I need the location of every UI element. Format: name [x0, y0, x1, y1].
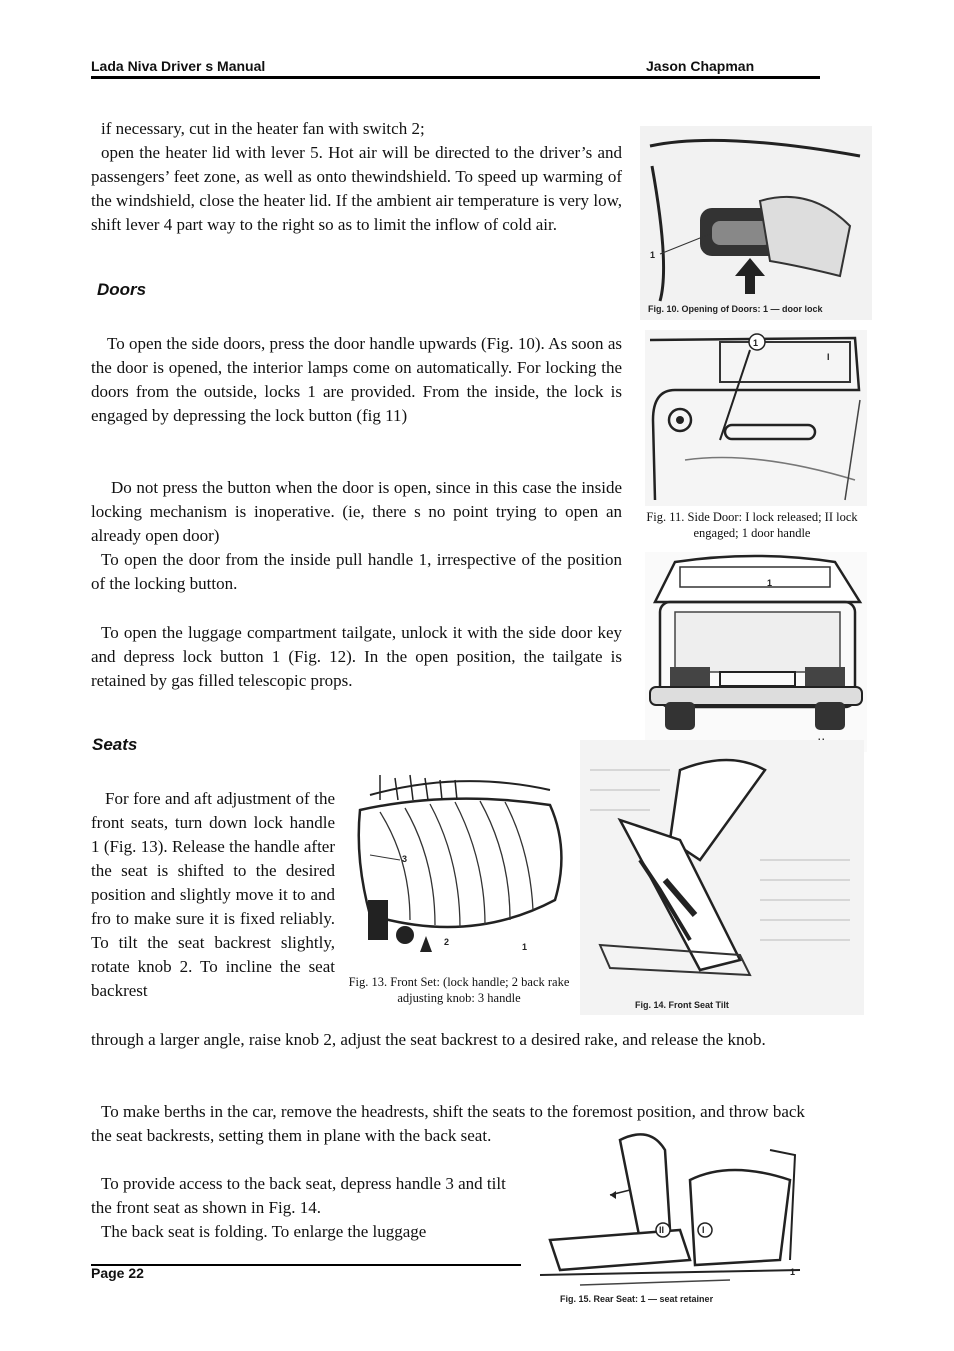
paragraph-open-doors: To open the side doors, press the door handle upwards (Fig. 10). As soon as the door is opened, the interior lamps come on automatically. For locking the doors from the outside, locks 1 are provided. From the inside, the lock is engaged by depressing the lock button (fig 11): [91, 334, 622, 425]
fig14-front-seat-tilt-illustration: [580, 740, 864, 1015]
svg-text:1: 1: [753, 338, 759, 348]
paragraph-fore-aft: For fore and aft adjustment of the front seats, turn down lock handle 1 (Fig. 13). Release the handle after the seat is shifted to the desired position and slightly move it to and fro to make sure it is fixed reliably. To tilt the seat backrest slightly, rotate knob 2. To incline the seat backrest: [91, 789, 335, 1000]
footer-rule: [91, 1264, 521, 1266]
heading-doors: Doors: [97, 280, 147, 299]
paragraph-heater-lid: open the heater lid with lever 5. Hot air will be directed to the driver’s and passengers’ feet zone, as well as onto thewindshield. To speed up warming of the windshield, close the heater lid. If the ambient air temperature is very low, shift lever 4 part way to the right so as to limit the inflow of cold air.: [91, 143, 622, 234]
fig12-tailgate-illustration: [645, 552, 867, 752]
page-number: Page 22: [91, 1265, 144, 1281]
fig11-caption: Fig. 11. Side Door: I lock released; II lock engaged; 1 door handle: [646, 510, 858, 540]
svg-text:1: 1: [790, 1267, 796, 1277]
fig10-label: Fig. 10. Opening of Doors: 1 — door lock: [648, 304, 823, 314]
fig15-label: Fig. 15. Rear Seat: 1 — seat retainer: [560, 1294, 714, 1304]
paragraph-back-seat-folding: The back seat is folding. To enlarge the luggage: [101, 1222, 427, 1241]
fig13-caption: Fig. 13. Front Set: (lock handle; 2 back rake adjusting knob: 3 handle: [348, 975, 570, 1005]
heading-seats: Seats: [92, 735, 138, 754]
fig13-front-seat-illustration: [350, 770, 572, 970]
paragraph-button-warning: Do not press the button when the door is open, since in this case the inside locking mechanism is inoperative. (ie, there s no point trying to open an already open door): [91, 478, 622, 545]
svg-text:1: 1: [522, 942, 528, 952]
fig14-label: Fig. 14. Front Seat Tilt: [635, 1000, 729, 1010]
paragraph-tailgate: To open the luggage compartment tailgate, unlock it with the side door key and depress lock button 1 (Fig. 12). In the open position, the tailgate is retained by gas filled telescopic props.: [91, 623, 622, 690]
svg-text:II: II: [659, 1225, 665, 1235]
paragraph-inside-handle: To open the door from the inside pull handle 1, irrespective of the position of the locking button.: [91, 550, 622, 593]
header-title: Lada Niva Driver s Manual: [91, 58, 266, 74]
paragraph-berths: To make berths in the car, remove the headrests, shift the seats to the foremost position, and throw back the seat backrests, setting them in plane with the back seat.: [91, 1102, 805, 1145]
svg-text:1: 1: [767, 578, 773, 588]
svg-text:3: 3: [402, 854, 408, 864]
svg-text:1: 1: [650, 250, 656, 260]
header-rule: [91, 76, 820, 79]
fig10-door-handle-illustration: [640, 126, 872, 320]
fig15-rear-seat-illustration: [530, 1120, 810, 1316]
paragraph-backrest-rake: through a larger angle, raise knob 2, adjust the seat backrest to a desired rake, and release the knob.: [91, 1030, 766, 1049]
svg-text:I: I: [827, 352, 830, 362]
svg-text:I: I: [702, 1225, 705, 1235]
paragraph-heater-fan: if necessary, cut in the heater fan with switch 2;: [101, 119, 425, 138]
paragraph-back-seat-access: To provide access to the back seat, depress handle 3 and tilt the front seat as shown in Fig. 14.: [91, 1174, 506, 1217]
header-author: Jason Chapman: [646, 58, 755, 74]
svg-text:2: 2: [444, 937, 450, 947]
fig11-side-door-illustration: [645, 330, 867, 506]
